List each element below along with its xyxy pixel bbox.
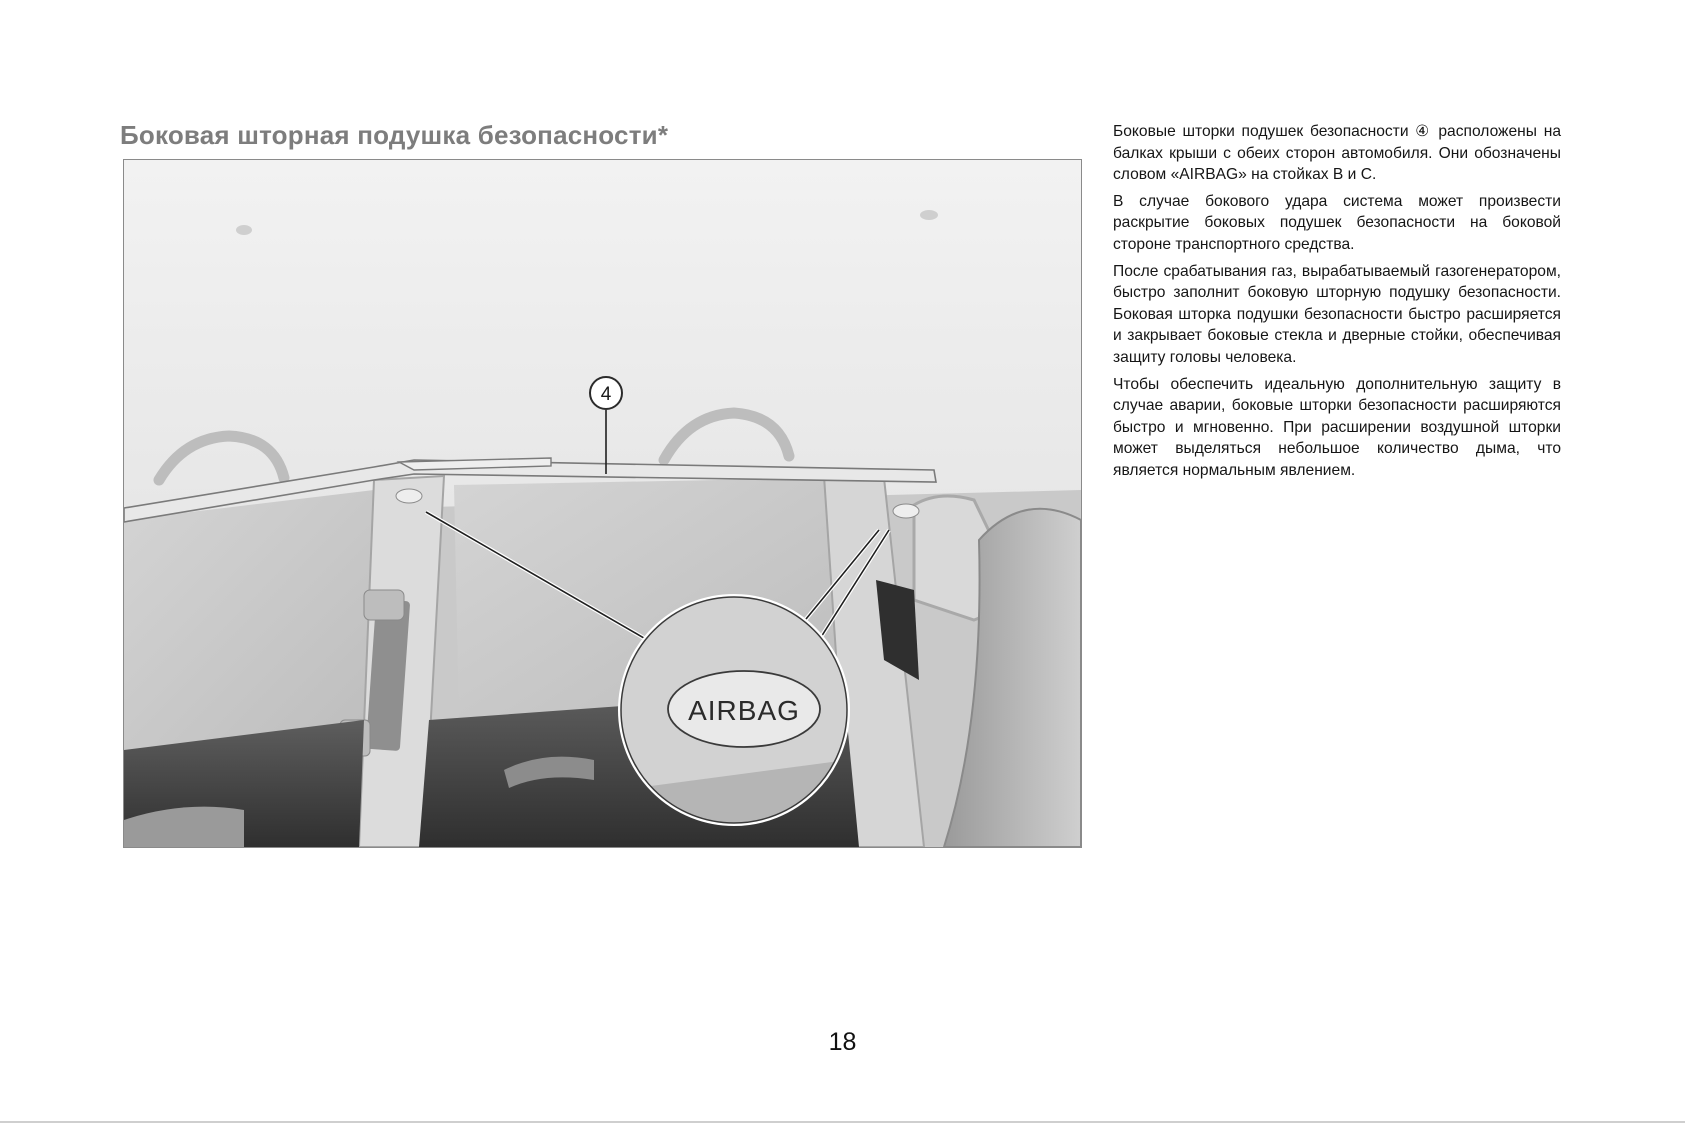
airbag-badge-b-pillar	[396, 489, 422, 503]
airbag-label-text: AIRBAG	[688, 695, 800, 726]
airbag-badge-c-pillar	[893, 504, 919, 518]
paragraph-4: Чтобы обеспечить идеальную дополнительную защиту в случае аварии, боковые шторки безопасности расширяются быстро и мгновенно. При расширении воздушной шторки может выделяться небольшое количество дыма, что является нормальным явлением.	[1113, 375, 1561, 479]
paragraph-1: Боковые шторки подушек безопасности ④ расположены на балках крыши с обеих сторон автомобиля. Они обозначены словом «AIRBAG» на стойках B и C.	[1113, 123, 1561, 184]
paragraph-2: В случае бокового удара система может произвести раскрытие боковых подушек безопасности на боковой стороне транспортного средства.	[1113, 192, 1561, 253]
callout-number: 4	[600, 384, 612, 405]
page-title: Боковая шторная подушка безопасности*	[120, 120, 669, 150]
body-text-column	[1113, 121, 1561, 487]
airbag-illustration	[123, 159, 1082, 848]
front-window	[124, 490, 379, 750]
paragraph-3: После срабатывания газ, вырабатываемый газогенератором, быстро заполнит боковую шторную подушку безопасности. Боковая шторка подушки безопасности быстро расширяется и закрывает боковые стекла и дверные стойки, обеспечивая защиту головы человека.	[1113, 262, 1561, 366]
page-number: 18	[828, 1028, 857, 1056]
